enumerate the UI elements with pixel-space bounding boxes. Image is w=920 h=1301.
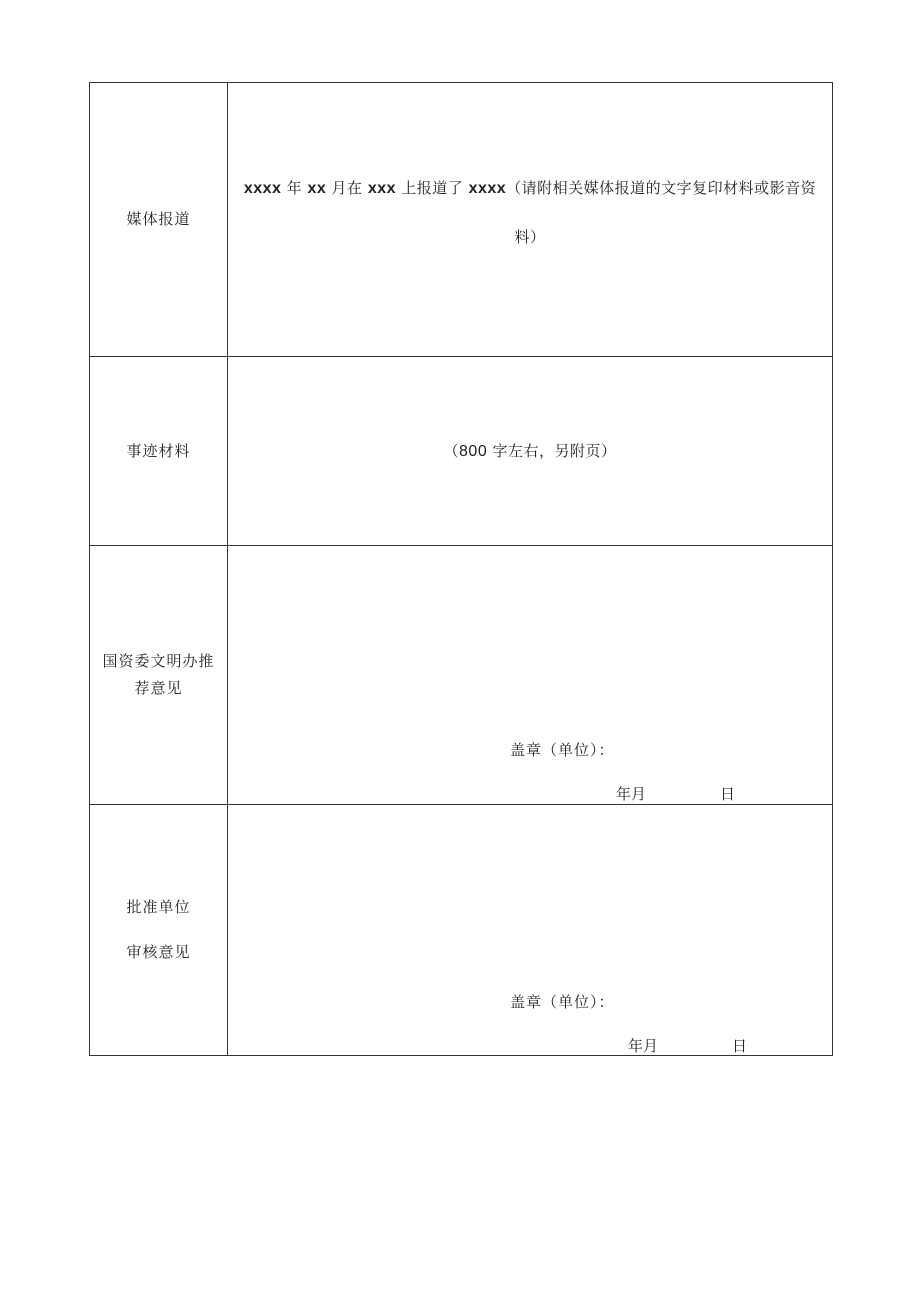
approval-label-line1: 批准单位 [126, 898, 191, 916]
approval-date [628, 1035, 747, 1056]
approval-opinion-row [90, 805, 833, 1056]
year-placeholder: xxxx [243, 180, 282, 197]
topic-placeholder: xxxx [468, 180, 507, 197]
sasac-opinion-row [90, 546, 833, 805]
sasac-date-year-month: 年月 [616, 785, 647, 803]
deeds-row [90, 357, 833, 546]
approval-opinion-label [90, 805, 228, 1056]
sasac-label-line1: 国资委文明办推 [102, 652, 215, 670]
deeds-content[interactable] [228, 357, 833, 546]
sasac-label-line2: 荐意见 [134, 679, 183, 697]
recommendation-form-table [89, 82, 833, 1056]
sasac-seal-label: 盖章（单位）： [510, 741, 615, 759]
attachment-note: （请附相关媒体报道的文字复印材料或影音资料） [506, 179, 817, 246]
sasac-date [616, 783, 735, 804]
approval-opinion-content[interactable] [228, 805, 833, 1056]
reported-text: 上报道了 [396, 179, 469, 197]
deeds-note-rest: 字左右，另附页） [487, 441, 617, 460]
approval-date-day: 日 [732, 1037, 748, 1055]
approval-date-year-month: 年月 [628, 1037, 659, 1055]
year-unit: 年 [281, 179, 308, 197]
deeds-word-count: 800 [459, 442, 488, 460]
month-unit: 月在 [326, 179, 368, 197]
sasac-date-day: 日 [720, 785, 736, 803]
sasac-opinion-label [90, 546, 228, 805]
media-placeholder: xxx [367, 180, 397, 197]
deeds-note [228, 440, 832, 461]
media-report-label: 媒体报道 [90, 83, 228, 357]
approval-seal-label: 盖章（单位）： [510, 993, 615, 1011]
media-report-placeholder [228, 164, 832, 261]
approval-label-line2: 审核意见 [126, 943, 191, 961]
sasac-opinion-content[interactable] [228, 546, 833, 805]
deeds-note-open: （ [443, 441, 460, 460]
media-report-row [90, 83, 833, 357]
media-report-content[interactable] [228, 83, 833, 357]
month-placeholder: xx [307, 180, 327, 197]
deeds-label: 事迹材料 [90, 357, 228, 546]
